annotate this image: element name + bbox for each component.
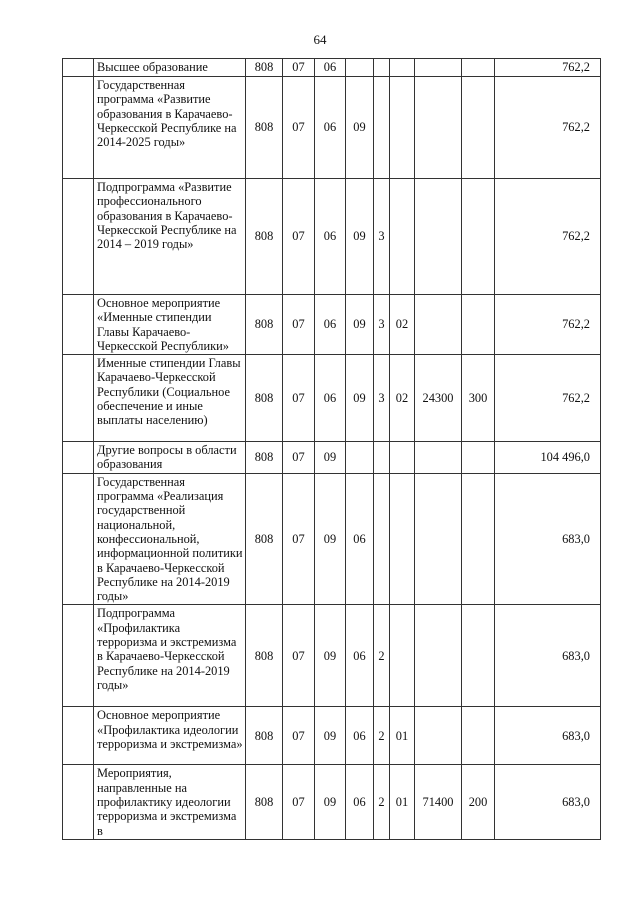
section-code-cell: 07 <box>283 707 315 765</box>
direction-code-cell <box>415 59 462 77</box>
row-index-cell <box>63 765 94 839</box>
section-code-cell: 07 <box>283 179 315 295</box>
expense-type-cell <box>462 59 495 77</box>
subprogram-code-cell: 3 <box>374 295 390 355</box>
expense-type-cell <box>462 442 495 474</box>
expense-type-cell: 300 <box>462 355 495 442</box>
table-row <box>63 765 601 839</box>
subprogram-code-cell: 3 <box>374 179 390 295</box>
subprogram-code-cell: 2 <box>374 707 390 765</box>
section-code-cell: 07 <box>283 473 315 605</box>
event-code-cell <box>390 179 415 295</box>
ministry-code-cell: 808 <box>246 473 283 605</box>
program-code-cell <box>346 59 374 77</box>
item-name-cell: Высшее образование <box>94 59 246 77</box>
amount-cell: 762,2 <box>495 295 601 355</box>
amount-cell: 762,2 <box>495 179 601 295</box>
row-index-cell <box>63 473 94 605</box>
subsection-code-cell: 06 <box>315 179 346 295</box>
amount-cell: 762,2 <box>495 77 601 179</box>
table-row <box>63 59 601 77</box>
amount-cell: 683,0 <box>495 605 601 707</box>
direction-code-cell <box>415 77 462 179</box>
ministry-code-cell: 808 <box>246 605 283 707</box>
program-code-cell: 06 <box>346 765 374 839</box>
table-row <box>63 295 601 355</box>
program-code-cell: 09 <box>346 77 374 179</box>
expense-type-cell <box>462 295 495 355</box>
ministry-code-cell: 808 <box>246 765 283 839</box>
amount-cell: 683,0 <box>495 765 601 839</box>
subprogram-code-cell <box>374 473 390 605</box>
event-code-cell: 02 <box>390 355 415 442</box>
row-index-cell <box>63 295 94 355</box>
event-code-cell <box>390 442 415 474</box>
section-code-cell: 07 <box>283 605 315 707</box>
table-row <box>63 179 601 295</box>
event-code-cell <box>390 77 415 179</box>
expense-type-cell <box>462 179 495 295</box>
event-code-cell <box>390 59 415 77</box>
subprogram-code-cell: 3 <box>374 355 390 442</box>
table-row <box>63 355 601 442</box>
program-code-cell: 09 <box>346 179 374 295</box>
table-row <box>63 707 601 765</box>
item-name-cell: Государственная программа «Развитие образования в Карачаево-Черкесской Республике на 2014-2025 годы» <box>94 77 246 179</box>
subsection-code-cell: 06 <box>315 355 346 442</box>
item-name-cell: Основное мероприятие «Профилактика идеологии терроризма и экстремизма» <box>94 707 246 765</box>
amount-cell: 104 496,0 <box>495 442 601 474</box>
table-row <box>63 442 601 474</box>
ministry-code-cell: 808 <box>246 77 283 179</box>
item-name-cell: Подпрограмма «Развитие профессионального образования в Карачаево-Черкесской Республике на 2014 – 2019 годы» <box>94 179 246 295</box>
subprogram-code-cell <box>374 59 390 77</box>
program-code-cell: 06 <box>346 473 374 605</box>
row-index-cell <box>63 179 94 295</box>
table-body <box>63 59 601 840</box>
subsection-code-cell: 09 <box>315 473 346 605</box>
row-index-cell <box>63 77 94 179</box>
direction-code-cell: 24300 <box>415 355 462 442</box>
item-name-cell: Основное мероприятие «Именные стипендии Главы Карачаево-Черкесской Республики» <box>94 295 246 355</box>
program-code-cell: 09 <box>346 355 374 442</box>
section-code-cell: 07 <box>283 442 315 474</box>
row-index-cell <box>63 355 94 442</box>
event-code-cell: 02 <box>390 295 415 355</box>
subsection-code-cell: 06 <box>315 77 346 179</box>
section-code-cell: 07 <box>283 77 315 179</box>
event-code-cell <box>390 605 415 707</box>
program-code-cell: 06 <box>346 605 374 707</box>
expense-type-cell <box>462 473 495 605</box>
item-name-cell: Подпрограмма «Профилактика терроризма и экстремизма в Карачаево-Черкесской Республике на 2014-2019 годы» <box>94 605 246 707</box>
section-code-cell: 07 <box>283 765 315 839</box>
subprogram-code-cell: 2 <box>374 605 390 707</box>
item-name-cell: Другие вопросы в области образования <box>94 442 246 474</box>
expense-type-cell <box>462 707 495 765</box>
ministry-code-cell: 808 <box>246 707 283 765</box>
subsection-code-cell: 06 <box>315 295 346 355</box>
ministry-code-cell: 808 <box>246 355 283 442</box>
table-row <box>63 605 601 707</box>
subprogram-code-cell: 2 <box>374 765 390 839</box>
table-row <box>63 77 601 179</box>
row-index-cell <box>63 605 94 707</box>
direction-code-cell <box>415 295 462 355</box>
subsection-code-cell: 06 <box>315 59 346 77</box>
direction-code-cell <box>415 707 462 765</box>
section-code-cell: 07 <box>283 295 315 355</box>
row-index-cell <box>63 707 94 765</box>
page-number: 64 <box>313 32 327 47</box>
expense-type-cell <box>462 77 495 179</box>
subsection-code-cell: 09 <box>315 707 346 765</box>
row-index-cell <box>63 59 94 77</box>
subsection-code-cell: 09 <box>315 605 346 707</box>
program-code-cell <box>346 442 374 474</box>
subprogram-code-cell <box>374 77 390 179</box>
program-code-cell: 09 <box>346 295 374 355</box>
event-code-cell: 01 <box>390 707 415 765</box>
direction-code-cell <box>415 605 462 707</box>
program-code-cell: 06 <box>346 707 374 765</box>
ministry-code-cell: 808 <box>246 295 283 355</box>
event-code-cell: 01 <box>390 765 415 839</box>
amount-cell: 762,2 <box>495 355 601 442</box>
item-name-cell: Государственная программа «Реализация государственной национальной, конфессиональной, информационной политики в Карачаево-Черкесской Республике на 2014-2019 годы» <box>94 473 246 605</box>
event-code-cell <box>390 473 415 605</box>
expense-type-cell: 200 <box>462 765 495 839</box>
direction-code-cell: 71400 <box>415 765 462 839</box>
budget-table <box>62 58 601 840</box>
direction-code-cell <box>415 179 462 295</box>
amount-cell: 683,0 <box>495 707 601 765</box>
amount-cell: 762,2 <box>495 59 601 77</box>
ministry-code-cell: 808 <box>246 442 283 474</box>
subprogram-code-cell <box>374 442 390 474</box>
subsection-code-cell: 09 <box>315 442 346 474</box>
section-code-cell: 07 <box>283 355 315 442</box>
row-index-cell <box>63 442 94 474</box>
ministry-code-cell: 808 <box>246 59 283 77</box>
amount-cell: 683,0 <box>495 473 601 605</box>
subsection-code-cell: 09 <box>315 765 346 839</box>
expense-type-cell <box>462 605 495 707</box>
direction-code-cell <box>415 442 462 474</box>
ministry-code-cell: 808 <box>246 179 283 295</box>
section-code-cell: 07 <box>283 59 315 77</box>
table-row <box>63 473 601 605</box>
direction-code-cell <box>415 473 462 605</box>
item-name-cell: Мероприятия, направленные на профилактику идеологии терроризма и экстремизма в <box>94 765 246 839</box>
item-name-cell: Именные стипендии Главы Карачаево-Черкесской Республики (Социальное обеспечение и иные выплаты населению) <box>94 355 246 442</box>
